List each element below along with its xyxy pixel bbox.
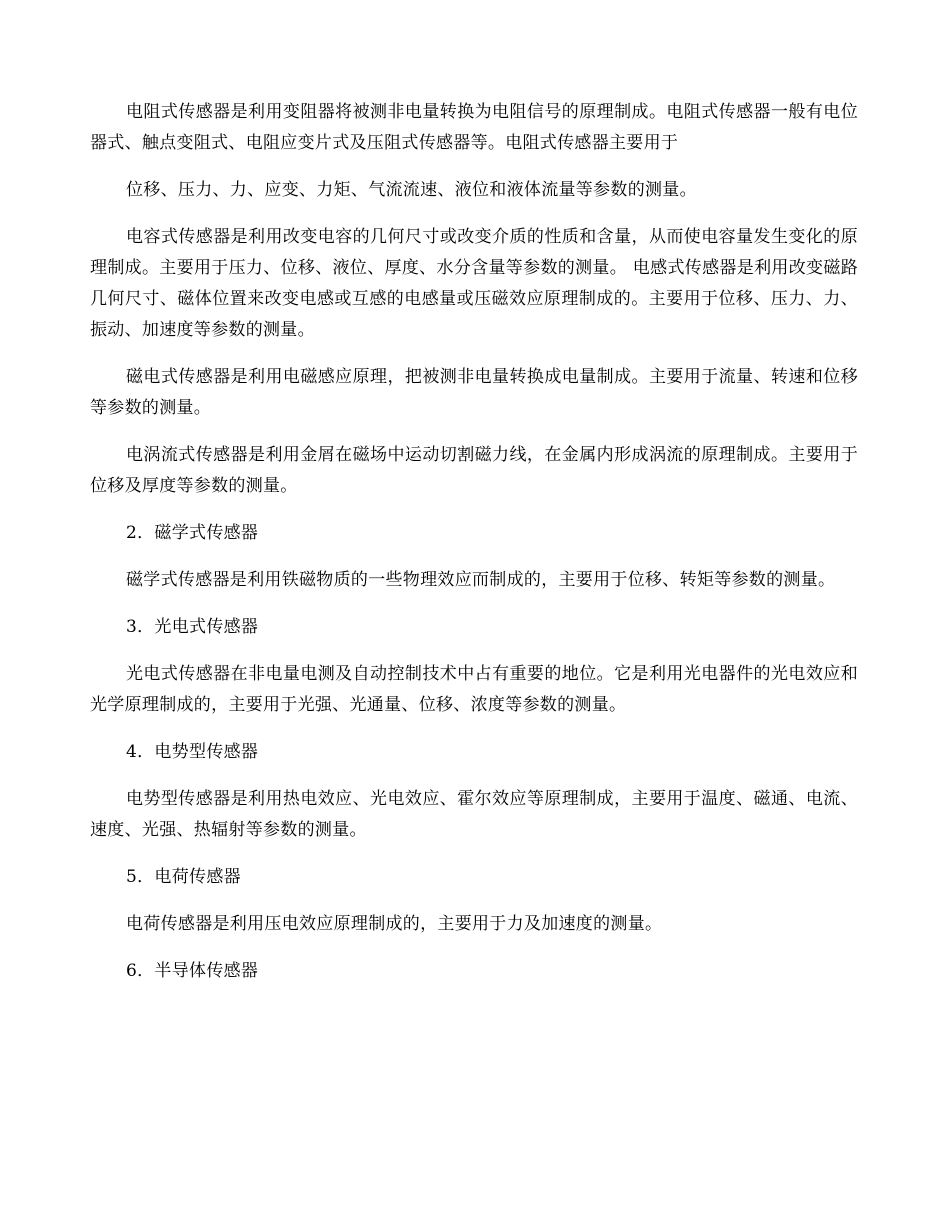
heading-potential-sensor: 4．电势型传感器 <box>126 742 259 762</box>
heading-semiconductor-sensor: 6．半导体传感器 <box>126 961 259 981</box>
paragraph-magnetoelectric-sensor: 磁电式传感器是利用电磁感应原理，把被测非电量转换成电量制成。主要用于流量、转速和位移等参数的测量。 <box>90 367 858 418</box>
paragraph-resistive-applications: 位移、压力、力、应变、力矩、气流流速、液位和液体流量等参数的测量。 <box>126 180 697 200</box>
paragraph-potential-sensor: 电势型传感器是利用热电效应、光电效应、霍尔效应等原理制成，主要用于温度、磁通、电流、速度、光强、热辐射等参数的测量。 <box>90 789 858 840</box>
heading-photoelectric-sensor: 3．光电式传感器 <box>126 617 259 637</box>
paragraph-photoelectric-sensor: 光电式传感器在非电量电测及自动控制技术中占有重要的地位。它是利用光电器件的光电效应和光学原理制成的，主要用于光强、光通量、位移、浓度等参数的测量。 <box>90 664 858 715</box>
paragraph-charge-sensor: 电荷传感器是利用压电效应原理制成的，主要用于力及加速度的测量。 <box>126 914 663 934</box>
paragraph-resistive-sensor: 电阻式传感器是利用变阻器将被测非电量转换为电阻信号的原理制成。电阻式传感器一般有电位器式、触点变阻式、电阻应变片式及压阻式传感器等。电阻式传感器主要用于 <box>90 102 858 153</box>
paragraph-eddy-current-sensor: 电涡流式传感器是利用金屑在磁场中运动切割磁力线，在金属内形成涡流的原理制成。主要用于位移及厚度等参数的测量。 <box>90 445 858 496</box>
heading-charge-sensor: 5．电荷传感器 <box>126 867 241 887</box>
paragraph-capacitive-inductive-sensor: 电容式传感器是利用改变电容的几何尺寸或改变介质的性质和含量，从而使电容量发生变化的原理制成。主要用于压力、位移、液位、厚度、水分含量等参数的测量。 电感式传感器是利用改变磁路几何尺寸、磁体位置来改变电感或互感的电感量或压磁效应原理制成的。主要用于位移、压力、力、振动、加速度等参数的测量。 <box>90 227 858 340</box>
paragraph-magnetic-sensor: 磁学式传感器是利用铁磁物质的一些物理效应而制成的，主要用于位移、转矩等参数的测量。 <box>126 570 836 590</box>
heading-magnetic-sensor: 2．磁学式传感器 <box>126 523 259 543</box>
